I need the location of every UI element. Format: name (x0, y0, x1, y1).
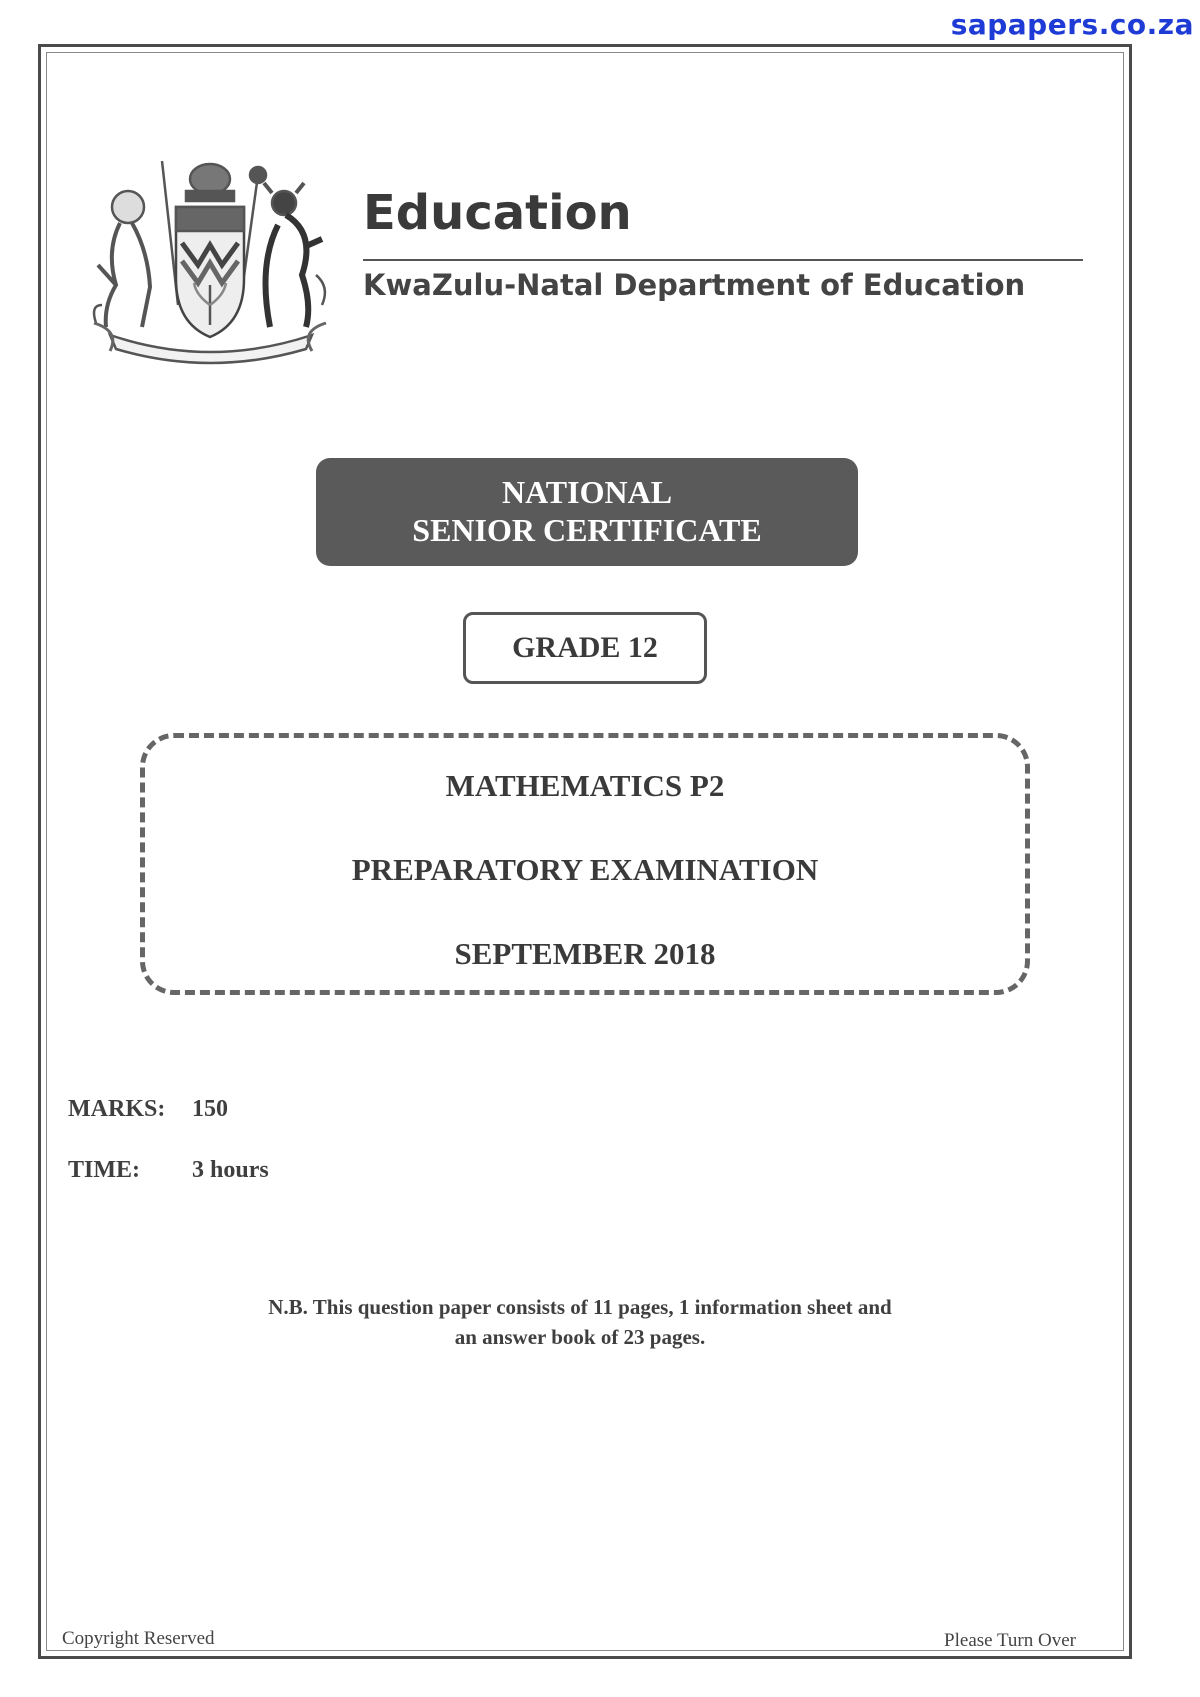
department-subtitle: KwaZulu-Natal Department of Education (363, 268, 1026, 302)
footer-turn-over: Please Turn Over (944, 1630, 1076, 1651)
department-title: Education (363, 185, 632, 241)
subject-title: MATHEMATICS P2 (445, 768, 725, 803)
time-row (68, 1157, 269, 1184)
footer-copyright: Copyright Reserved (62, 1628, 215, 1649)
time-label: TIME: (68, 1157, 140, 1183)
watermark-link[interactable]: sapapers.co.za (950, 8, 1194, 41)
nb-note-line-2: an answer book of 23 pages. (454, 1325, 706, 1349)
exam-type: PREPARATORY EXAMINATION (351, 852, 819, 887)
marks-value: 150 (192, 1096, 228, 1122)
nb-note (180, 1292, 980, 1352)
marks-row (68, 1096, 228, 1123)
grade-box: GRADE 12 (463, 612, 707, 684)
marks-label: MARKS: (68, 1096, 166, 1122)
exam-info-box (140, 733, 1030, 995)
certificate-line-2: SENIOR CERTIFICATE (412, 512, 762, 548)
nb-note-line-1: N.B. This question paper consists of 11 pages, 1 information sheet and (268, 1295, 892, 1319)
coat-of-arms-logo (90, 155, 330, 365)
header-divider (363, 259, 1083, 261)
certificate-banner (316, 458, 858, 566)
exam-date: SEPTEMBER 2018 (454, 936, 716, 971)
time-value: 3 hours (192, 1157, 269, 1183)
certificate-line-1: NATIONAL (501, 474, 673, 510)
